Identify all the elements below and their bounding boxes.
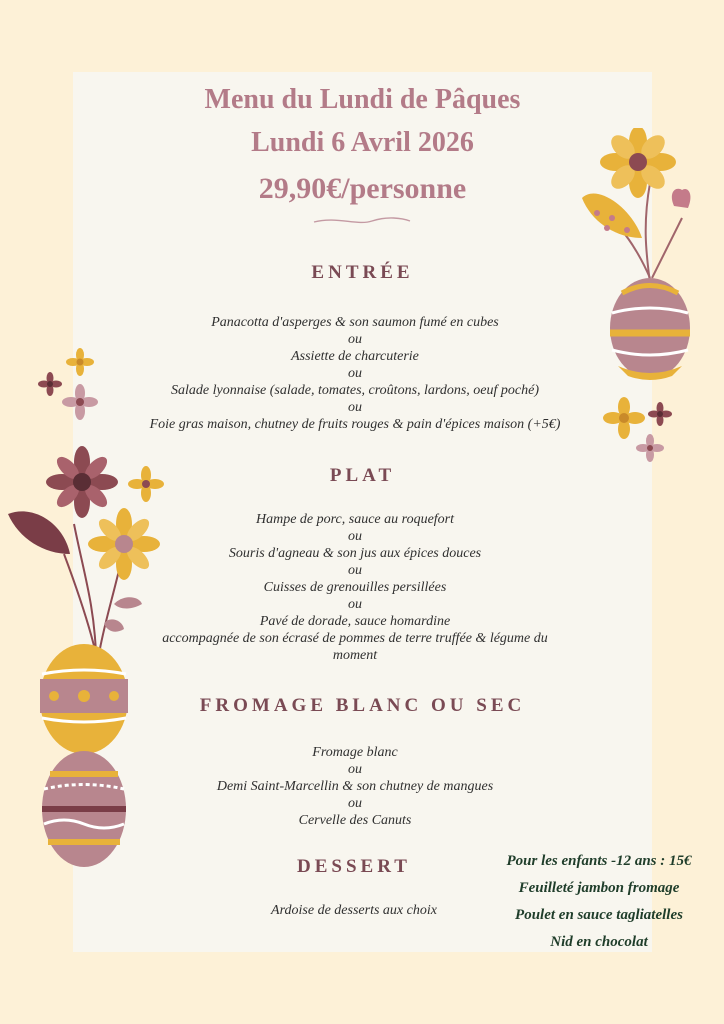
list-item: accompagnée de son écrasé de pommes de terre truffée & légume du moment [162,631,548,663]
kids-menu [476,848,722,956]
menu-title: Menu du Lundi de Pâques [204,84,521,115]
list-item: ou [348,529,362,544]
fromage-list [140,744,570,829]
kids-menu-item: Feuilleté jambon fromage [518,880,680,896]
list-item: Demi Saint-Marcellin & son chutney de mangues [216,779,494,794]
plat-list [140,511,570,664]
kids-menu-item: Poulet en sauce tagliatelles [515,907,683,923]
easter-egg-icon [572,128,702,383]
section-title-dessert: DESSERT [297,856,411,877]
daisy-flower-icon [600,396,680,466]
section-title-fromage: FROMAGE BLANC OU SEC [199,695,526,716]
list-item: Foie gras maison, chutney de fruits rouges & pain d'épices maison (+5€) [149,417,561,432]
list-item: ou [348,366,362,381]
menu-date: Lundi 6 Avril 2026 [251,127,474,158]
list-item: Hampe de porc, sauce au roquefort [255,512,455,527]
daisy-flower-icon [36,346,106,426]
section-title-entree: ENTRÉE [311,262,414,283]
menu-price: 29,90€/personne [258,172,467,205]
list-item: Pavé de dorade, sauce homardine [259,614,451,629]
swash-divider-icon [312,214,412,228]
list-item: Ardoise de desserts aux choix [271,903,437,918]
list-item: Cuisses de grenouilles persillées [263,580,447,595]
list-item: Panacotta d'asperges & son saumon fumé en cubes [211,315,499,330]
list-item: ou [348,796,362,811]
kids-menu-heading: Pour les enfants -12 ans : 15€ [506,853,692,869]
list-item: ou [348,597,362,612]
list-item: ou [348,563,362,578]
list-item: Salade lyonnaise (salade, tomates, croûtons, lardons, oeuf poché) [171,383,539,398]
list-item: ou [348,332,362,347]
section-title-plat: PLAT [329,465,396,486]
list-item: ou [348,762,362,777]
entree-list [140,314,570,433]
dessert-list [250,902,458,919]
list-item: ou [348,400,362,415]
easter-egg-icon [4,444,170,874]
list-item: Assiette de charcuterie [291,349,419,364]
list-item: Souris d'agneau & son jus aux épices douces [228,546,482,561]
kids-menu-item: Nid en chocolat [550,934,648,950]
list-item: Cervelle des Canuts [298,813,412,828]
list-item: Fromage blanc [312,745,398,760]
